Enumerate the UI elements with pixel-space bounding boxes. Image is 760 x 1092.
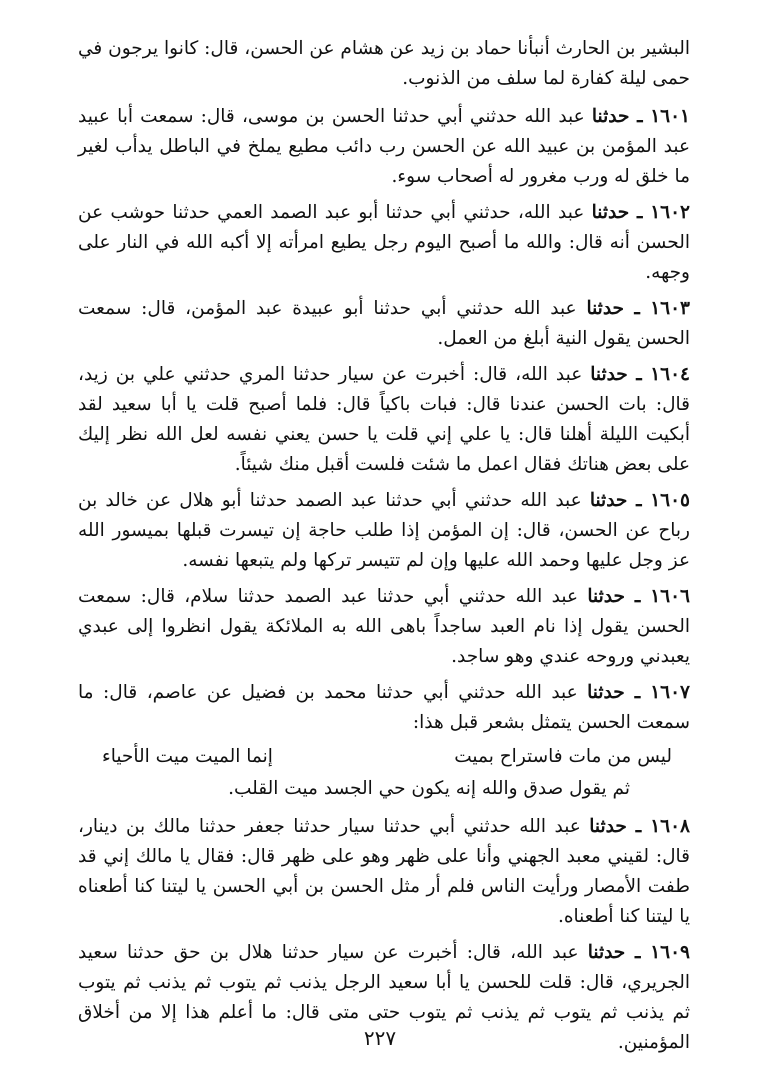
entry-label: حدثنا	[589, 816, 627, 837]
entry-1603	[78, 294, 690, 354]
entry-1608	[78, 812, 690, 932]
entry-1606	[78, 582, 690, 672]
entry-separator: ـ	[629, 106, 651, 127]
page-number: ٢٢٧	[363, 1026, 397, 1050]
entry-number: ١٦٠٤	[650, 364, 690, 385]
entry-separator: ـ	[623, 298, 651, 319]
entry-label: حدثنا	[587, 682, 625, 703]
entry-number: ١٦٠٨	[650, 816, 690, 837]
entry-text: عبد الله حدثني أبي حدثنا سيار حدثنا جعفر حدثنا مالك بن دينار، قال: لقيني معبد الجهني وأنا على ظهر وهو على ظهر قال: فقال يا مالك إني قد طفت الأمصار ورأيت الناس فلم أر مثل الحسن بن أبي الحسن يا ليتنا كنا أطعناه يا ليتنا كنا أطعناه.	[78, 816, 690, 927]
entry-1601	[78, 102, 690, 192]
entry-label: حدثنا	[587, 586, 625, 607]
poem-comment: ثم يقول صدق والله إنه يكون حي الجسد ميت القلب.	[228, 778, 630, 799]
entry-number: ١٦٠٦	[650, 586, 690, 607]
poem-verse	[102, 742, 672, 772]
entry-label: حدثنا	[591, 106, 630, 127]
entry-separator: ـ	[627, 364, 651, 385]
entry-text: عبد الله حدثني أبي حدثنا أبو عبيدة عبد المؤمن، قال: سمعت الحسن يقول النية أبلغ من العمل.	[78, 298, 690, 349]
entry-label: حدثنا	[591, 202, 630, 223]
entry-1602	[78, 198, 690, 288]
entry-text: عبد الله حدثني أبي حدثنا الحسن بن موسى، قال: سمعت أبا عبيد عبد المؤمن بن عبيد الله عن الحسن رب دائب مطيع يملخ في الباطل يدأب لغير ما خلق له ورب مغرور له أصحاب سوء.	[78, 106, 690, 187]
page-body	[78, 34, 690, 1064]
poem-hemistich-right: ليس من مات فاستراح بميت	[454, 746, 672, 767]
entry-number: ١٦٠٧	[650, 682, 690, 703]
entry-text: عبد الله حدثني أبي حدثنا محمد بن فضيل عن عاصم، قال: ما سمعت الحسن يتمثل بشعر قبل هذا:	[78, 682, 690, 733]
entry-number: ١٦٠٥	[650, 490, 690, 511]
entry-text: عبد الله، قال: أخبرت عن سيار حدثنا هلال بن حق حدثنا سعيد الجريري، قال: قلت للحسن يا أبا سعيد الرجل يذنب ثم يتوب ثم يذنب ثم يتوب ثم يذنب ثم يتوب ثم يذنب ثم يتوب حتى متى قال: ما أعلم هذا إلا من أخلاق المؤمنين.	[78, 942, 690, 1053]
entry-text: عبد الله حدثني أبي حدثنا عبد الصمد حدثنا سلام، قال: سمعت الحسن يقول إذا نام العبد ساجداً باهى الله به الملائكة يقول انظروا إلى عبدي يعبدني وروحه عندي وهو ساجد.	[78, 586, 690, 667]
entry-separator: ـ	[626, 816, 651, 837]
entry-text: عبد الله حدثني أبي حدثنا عبد الصمد حدثنا أبو هلال عن خالد بن رباح عن الحسن، قال: إن المؤمن إذا طلب حاجة إن تيسرت قبلها بميسور الله عز وجل عليها وحمد الله عليها وإن لم تتيسر تركها ولم يتبعها نفسه.	[78, 490, 690, 571]
poem-hemistich-left: إنما الميت ميت الأحياء	[102, 746, 273, 767]
entry-1607	[78, 678, 690, 738]
entry-label: حدثنا	[589, 490, 628, 511]
entry-text: عبد الله، حدثني أبي حدثنا أبو عبد الصمد العمي حدثنا حوشب عن الحسن أنه قال: والله ما أصبح اليوم رجل يطيع امرأته إلا أكبه الله في النار على وجهه.	[78, 202, 690, 283]
entry-label: حدثنا	[590, 364, 628, 385]
entry-separator: ـ	[624, 682, 651, 703]
entry-number: ١٦٠٣	[650, 298, 690, 319]
entry-separator: ـ	[627, 490, 651, 511]
entry-separator: ـ	[629, 202, 651, 223]
entry-number: ١٦٠٩	[650, 942, 690, 963]
entry-1604	[78, 360, 690, 480]
entry-1605	[78, 486, 690, 576]
entry-number: ١٦٠٢	[650, 202, 690, 223]
entry-number: ١٦٠١	[650, 106, 690, 127]
entry-label: حدثنا	[586, 298, 624, 319]
entry-separator: ـ	[624, 586, 651, 607]
entry-separator: ـ	[625, 942, 651, 963]
intro-paragraph: البشير بن الحارث أنبأنا حماد بن زيد عن هشام عن الحسن، قال: كانوا يرجون في حمى ليلة كفارة لما سلف من الذنوب.	[78, 38, 690, 89]
entry-text: عبد الله، قال: أخبرت عن سيار حدثنا المري حدثني علي بن زيد، قال: بات الحسن عندنا قال: فبات باكياً قال: فلما أصبح قلت يا أبا سعيد لقد أبكيت الليلة أهلنا قال: يا علي إني قلت يا حسن يعني نفسه لعل الله نظر إليك على بعض هناتك فقال اعمل ما شئت فلست أقبل منك شيئاً.	[78, 364, 690, 475]
entry-label: حدثنا	[587, 942, 626, 963]
